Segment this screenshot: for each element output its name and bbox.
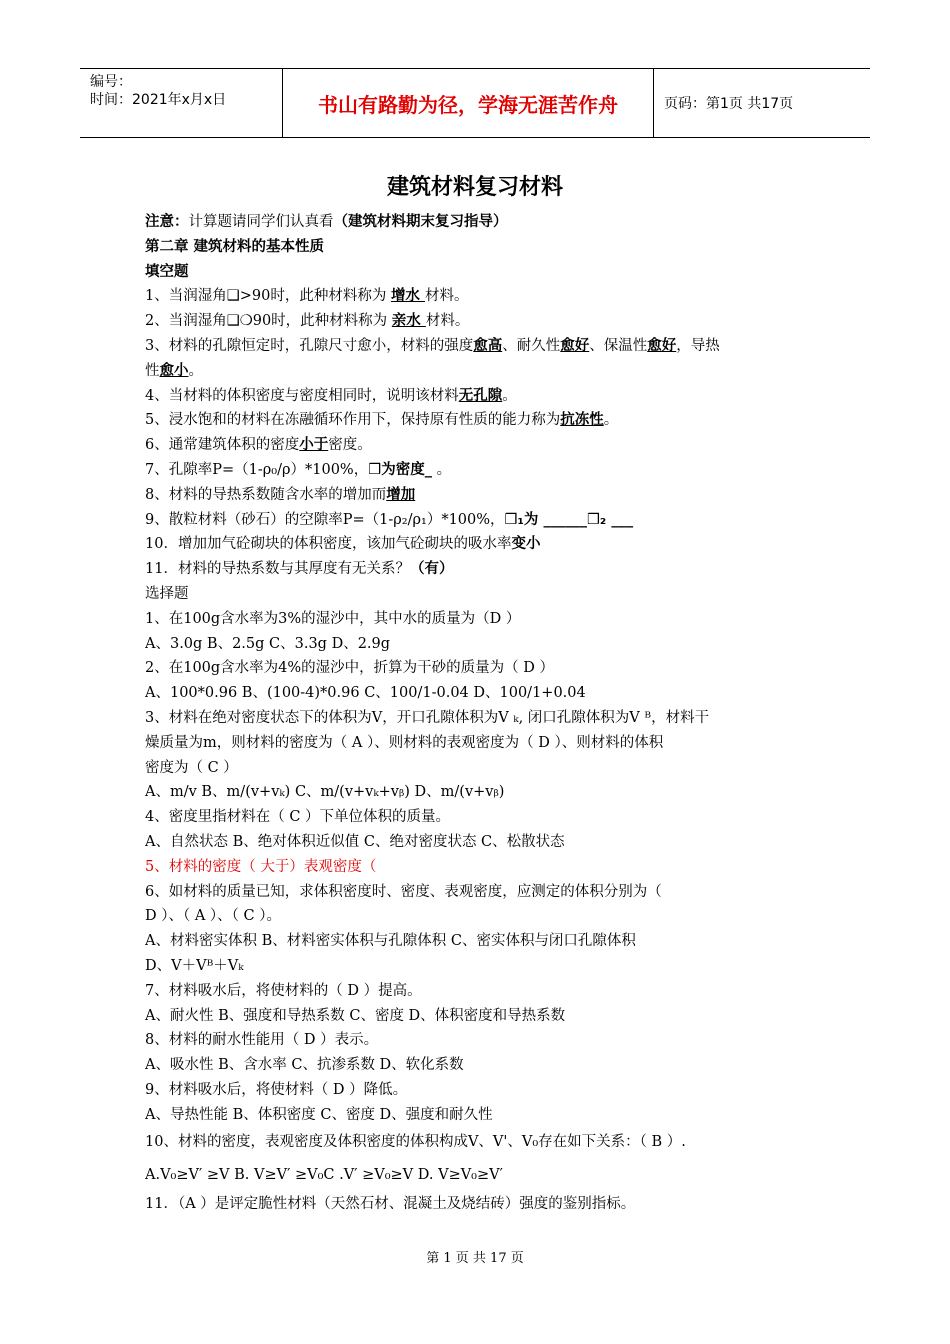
question-text: 6、通常建筑体积的密度 [145,437,300,454]
choice-heading: 选择题 [145,585,189,602]
choice-question-3-line-3: 密度为（ C ） [145,759,238,776]
fill-question-1 [145,284,810,309]
choice-question-8: 8、材料的耐水性能用（ D ）表示。 [145,1032,379,1049]
choice-question-2: 2、在100g含水率为4%的湿沙中，折算为干砂的质量为（ D ） [145,660,555,677]
answer: 无孔隙 [458,387,503,404]
fill-question-5 [145,408,810,433]
question-text: 8、材料的导热系数随含水率的增加而 [145,486,387,503]
fill-question-7 [145,458,810,483]
answer: 愈小 [159,362,189,379]
fill-question-9 [145,508,810,533]
choice-question-5: 5、材料的密度（ 大于）表观密度（ [145,858,377,875]
choice-options-6-line-2: D、V＋Vᴮ＋Vₖ [145,957,244,974]
answer: ❒为密度_ [368,461,432,478]
question-text: 。 [502,387,517,404]
question-text: 9、散粒材料（砂石）的空隙率P=（1-ρ₂/ρ₁）*100%， [145,511,505,528]
choice-options-1: A、3.0g B、2.5g C、3.3g D、2.9g [145,635,391,652]
choice-options-7: A、耐火性 B、强度和导热系数 C、密度 D、体积密度和导热系数 [145,1007,566,1024]
choice-question-10: 10、材料的密度，表观密度及体积密度的体积构成V、V'、V₀存在如下关系：（ B ）. [145,1134,686,1151]
page-footer: 第 1 页 共 17 页 [426,1251,524,1266]
answer: 增水 [390,288,425,305]
code-label: 编号： [90,74,132,90]
question-text: 10．增加加气砼砌块的体积密度，该加气砼砌块的吸水率 [145,536,512,553]
answer: ❒₁为 [504,511,544,528]
choice-question-9: 9、材料吸水后，将使材料（ D ）降低。 [145,1081,408,1098]
choice-options-8: A、吸水性 B、含水率 C、抗渗系数 D、软化系数 [145,1057,464,1074]
choice-question-3-line-1: 3、材料在绝对密度状态下的体积为V，开口孔隙体积为V ₖ, 闭口孔隙体积为V ᴮ，材料干 [145,709,710,726]
answer: （有） [409,561,454,578]
question-text: 、保温性 [589,337,648,354]
motto: 书山有路勤为径，学海无涯苦作舟 [282,69,654,137]
choice-options-4: A、自然状态 B、绝对体积近似值 C、绝对密度状态 C、松散状态 [145,833,565,850]
answer: 增加 [386,486,416,503]
fill-question-2 [145,309,810,334]
choice-options-9: A、导热性能 B、体积密度 C、密度 D、强度和耐久性 [145,1106,493,1123]
choice-question-3-line-2: 燥质量为m，则材料的密度为（ A ）、则材料的表观密度为（ D ）、则材料的体积 [145,734,664,751]
note-reference: （建筑材料期末复习指导） [333,214,508,230]
question-text: 材料。 [425,313,470,330]
choice-question-1: 1、在100g含水率为3%的湿沙中，其中水的质量为（D ） [145,610,521,627]
question-text: 5、浸水饱和的材料在冻融循环作用下，保持原有性质的能力称为 [145,412,561,429]
note-text: 计算题请同学们认真看 [188,214,334,230]
choice-options-3: A、m/v B、m/(v+vₖ) C、m/(v+vₖ+vᵦ) D、m/(v+vᵦ) [145,784,505,801]
answer: ❒₂ [586,511,612,528]
choice-question-11: 11．（A ）是评定脆性材料（天然石材、混凝土及烧结砖）强度的鉴别指标。 [145,1196,636,1213]
question-text: 11．材料的导热系数与其厚度有无关系？ [145,561,410,578]
answer: 愈好 [647,337,677,354]
answer: 亲水 [391,313,426,330]
date-label: 时间：2021年x月x日 [90,92,227,108]
answer: 愈高 [473,337,503,354]
question-text: 材料。 [425,288,469,305]
blank: ______ [543,511,587,528]
answer: 抗冻性 [560,412,604,429]
fill-question-4 [145,384,810,409]
page-header [80,68,870,138]
fill-question-8 [145,483,810,508]
fill-question-11 [145,557,810,582]
question-text: 密度。 [328,437,372,454]
fill-question-3 [145,334,810,359]
answer: 变小 [511,536,541,553]
question-text: 性 [145,362,160,379]
question-text: 。 [188,362,203,379]
fill-question-3-cont [145,359,810,384]
question-text: 7、孔隙率P=（1-ρ₀/ρ）*100%， [145,461,369,478]
page-indicator: 页码：第1页 共17页 [664,96,794,112]
choice-options-6-line-1: A、材料密实体积 B、材料密实体积与孔隙体积 C、密实体积与闭口孔隙体积 [145,933,636,950]
chapter-heading: 第二章 建筑材料的基本性质 [145,238,325,255]
answer: 愈好 [560,337,590,354]
answer: 小于 [299,437,329,454]
note-label: 注意： [145,214,189,230]
question-text: 4、当材料的体积密度与密度相同时，说明该材料 [145,387,459,404]
blank: ___ [611,511,634,528]
fill-question-10 [145,532,810,557]
question-text: 。 [431,461,452,478]
question-text: 、耐久性 [502,337,561,354]
header-meta [80,69,282,137]
question-text: ，导热 [676,337,720,354]
question-text: 3、材料的孔隙恒定时，孔隙尺寸愈小，材料的强度 [145,337,474,354]
question-text: 1、当润湿角❑>90时，此种材料称为 [145,288,391,305]
fill-question-6 [145,433,810,458]
choice-question-4: 4、密度里指材料在（ C ）下单位体积的质量。 [145,809,451,826]
choice-question-6-line-2: D ）、（ A ）、（ C ）。 [145,908,281,925]
document-title: 建筑材料复习材料 [386,175,563,200]
choice-question-6-line-1: 6、如材料的质量已知，求体积密度时、密度、表观密度，应测定的体积分别为（ [145,883,662,900]
fill-blank-heading: 填空题 [145,263,189,280]
document-body [145,210,810,1217]
choice-options-2: A、100*0.96 B、(100-4)*0.96 C、100/1-0.04 D、100/1+0.04 [145,685,586,702]
question-text: 2、当润湿角❑❍90时，此种材料称为 [145,313,392,330]
choice-question-7: 7、材料吸水后，将使材料的（ D ）提高。 [145,982,422,999]
question-text: 。 [603,412,619,429]
note-line [145,210,810,235]
choice-options-10: A.V₀≥V′ ≥V B. V≥V′ ≥V₀C .V′ ≥V₀≥V D. V≥V₀≥V′ [145,1167,503,1184]
